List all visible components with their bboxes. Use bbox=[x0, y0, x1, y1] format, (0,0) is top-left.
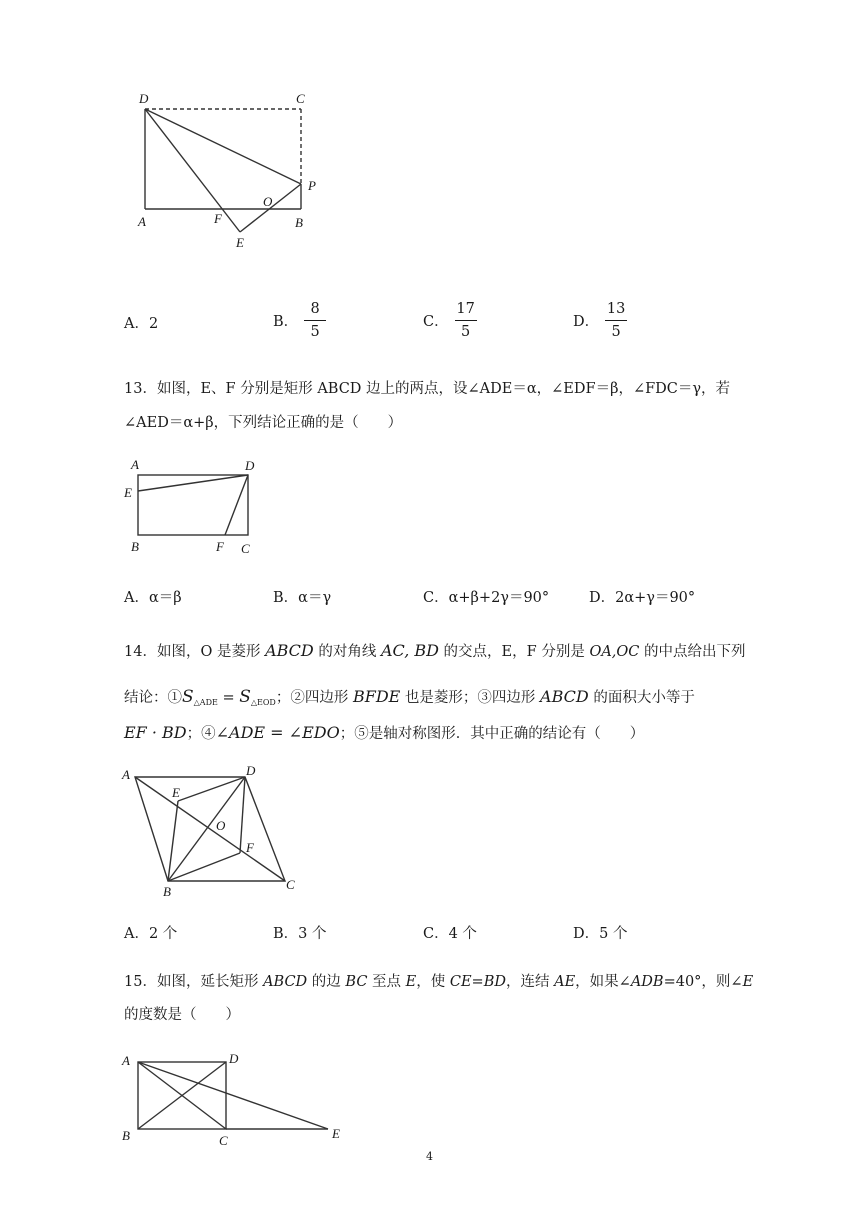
q14-label-B: B bbox=[163, 884, 171, 899]
q12-label-D: D bbox=[139, 91, 149, 106]
q13-label-D: D bbox=[245, 458, 255, 473]
q12-label-B: B bbox=[295, 215, 303, 230]
q12-label-O: O bbox=[263, 194, 273, 209]
q12-option-c-fraction: $\frac{17}{5}$ bbox=[456, 301, 475, 340]
q13-label-E: E bbox=[124, 485, 132, 500]
q12-label-C: C bbox=[296, 91, 305, 106]
q13-option-a[interactable]: A．α＝β bbox=[124, 590, 182, 606]
q14-label-A: A bbox=[122, 767, 130, 782]
q15-question-line2: 的度数是（ ） bbox=[124, 1007, 240, 1023]
q12-option-a[interactable]: A．2 bbox=[124, 316, 159, 332]
q13-label-B: B bbox=[131, 539, 139, 554]
q12-label-A: A bbox=[138, 214, 146, 229]
q14-question-line2: 结论：$①S_{\triangle ADE} = S_{\triangle EOD}$；②四边形 BFDE 也是菱形；③四边形 ABCD 的面积大小等于 bbox=[124, 687, 695, 707]
q13-option-b[interactable]: B．α＝γ bbox=[273, 590, 332, 606]
q15-label-B: B bbox=[122, 1128, 130, 1143]
q12-option-d[interactable]: D． $\frac{13}{5}$ bbox=[573, 301, 626, 340]
q13-label-C: C bbox=[241, 541, 250, 556]
q12-option-b-fraction: $\frac{8}{5}$ bbox=[304, 300, 326, 341]
q13-option-d[interactable]: D．2α+γ＝90° bbox=[589, 590, 696, 606]
q15-label-A: A bbox=[122, 1053, 130, 1068]
q14-question-line1: 14．如图，O 是菱形 ABCD 的对角线 AC, BD 的交点，E，F 分别是 OA,OC 的中点给出下列 bbox=[124, 641, 746, 660]
q12-label-F: F bbox=[214, 211, 222, 226]
q15-label-E: E bbox=[332, 1126, 340, 1141]
q12-label-P: P bbox=[308, 178, 316, 193]
q14-label-E: E bbox=[172, 785, 180, 800]
q13-question-line1: 13．如图，E、F 分别是矩形 ABCD 边上的两点，设∠ADE＝α，∠EDF＝β，∠FDC＝γ，若 bbox=[124, 381, 731, 397]
q13-label-F: F bbox=[216, 539, 224, 554]
q14-option-a[interactable]: A．2 个 bbox=[124, 926, 178, 942]
q14-label-O: O bbox=[216, 818, 226, 833]
q13-label-A: A bbox=[131, 457, 139, 472]
q14-label-D: D bbox=[246, 763, 256, 778]
q13-question-line2: ∠AED＝α+β，下列结论正确的是（ ） bbox=[124, 415, 403, 431]
q14-label-C: C bbox=[286, 877, 295, 892]
q12-option-d-fraction: $\frac{13}{5}$ bbox=[606, 301, 626, 340]
q15-label-C: C bbox=[219, 1133, 228, 1148]
q14-question-line3: EF · BD；④∠ADE = ∠EDO；⑤是轴对称图形．其中正确的结论有（ ） bbox=[124, 723, 645, 742]
q14-option-b[interactable]: B．3 个 bbox=[273, 926, 327, 942]
q13-option-c[interactable]: C．α+β+2γ＝90° bbox=[423, 590, 550, 606]
q15-question-line1: 15．如图，延长矩形 ABCD 的边 BC 至点 E，使 CE=BD，连结 AE，如果∠ADB=40°，则∠E bbox=[124, 974, 754, 990]
q14-label-F: F bbox=[246, 840, 254, 855]
q15-label-D: D bbox=[229, 1051, 239, 1066]
q14-option-c[interactable]: C．4 个 bbox=[423, 926, 477, 942]
q12-label-E: E bbox=[236, 235, 244, 250]
page-number: 4 bbox=[426, 1150, 433, 1163]
q14-option-d[interactable]: D．5 个 bbox=[573, 926, 628, 942]
q12-option-c[interactable]: C． $\frac{17}{5}$ bbox=[423, 301, 475, 340]
q12-option-b[interactable]: B． $\frac{8}{5}$ bbox=[273, 300, 326, 341]
